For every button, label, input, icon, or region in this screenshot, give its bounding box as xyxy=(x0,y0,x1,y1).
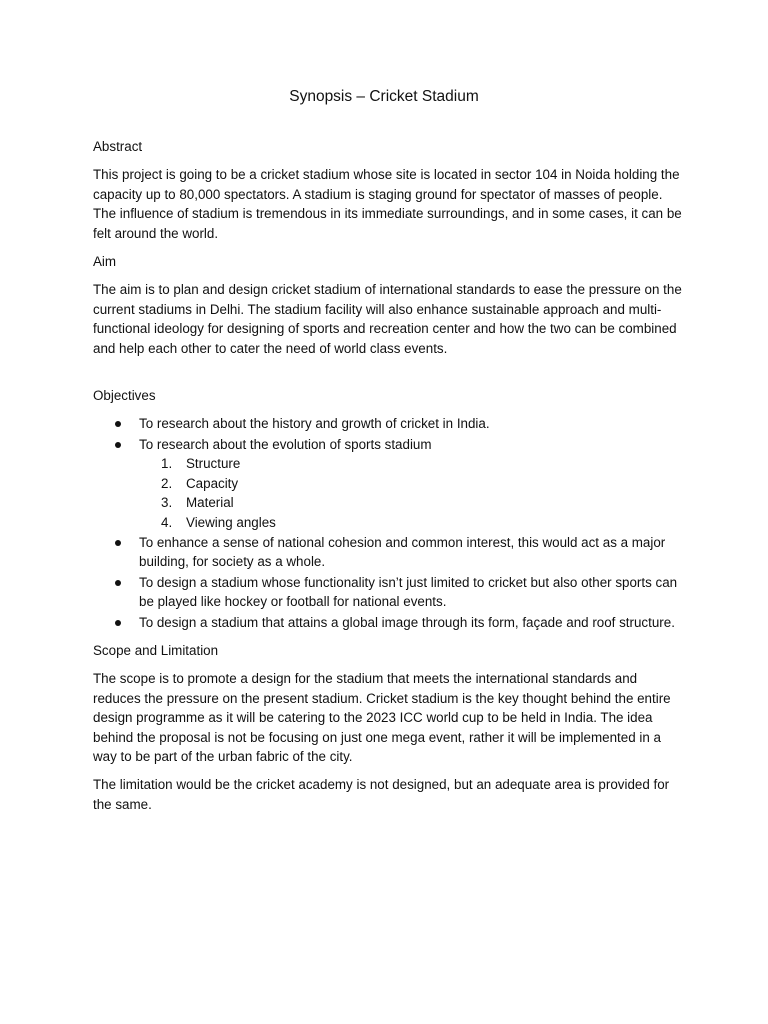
sub-item-number: 4. xyxy=(161,514,173,530)
bullet-icon xyxy=(115,580,121,586)
bullet-icon xyxy=(115,540,121,546)
sub-item xyxy=(139,474,683,493)
sub-item xyxy=(139,454,683,473)
objective-text: To design a stadium that attains a global image through its form, façade and roof structure. xyxy=(139,614,675,630)
bullet-icon xyxy=(115,620,121,626)
sub-item-label: Material xyxy=(186,495,234,511)
aim-paragraph: The aim is to plan and design cricket stadium of international standards to ease the pressure on the current stadiums in Delhi. The stadium facility will also enhance sustainable approach and multi-functional ideology for designing of sports and recreation center and how the two can be combined and help each other to cater the need of world class events. xyxy=(93,282,682,356)
sub-item xyxy=(139,493,683,512)
objective-item xyxy=(93,533,683,572)
scope-paragraph: The scope is to promote a design for the stadium that meets the international standards and reduces the pressure on the present stadium. Cricket stadium is the key thought behind the entire design programme as it will be catering to the 2023 ICC world cup to be held in India. The idea behind the proposal is not be focusing on just one mega event, rather it will be implemented in a way to be part of the urban fabric of the city. xyxy=(93,671,671,764)
abstract-heading: Abstract xyxy=(93,139,143,154)
aim-heading: Aim xyxy=(93,254,117,270)
sub-item-number: 2. xyxy=(161,475,173,491)
objective-item xyxy=(93,435,683,532)
objective-item xyxy=(93,414,683,433)
abstract-paragraph: This project is going to be a cricket stadium whose site is located in sector 104 in Noida holding the capacity up to 80,000 spectators. A stadium is staging ground for spectator of masses of people. The influence of stadium is tremendous in its immediate surroundings, and in some cases, it can be felt around the world. xyxy=(93,167,682,241)
document-content xyxy=(93,86,683,823)
sub-item-number: 1. xyxy=(161,456,173,472)
objectives-list xyxy=(93,414,683,631)
objective-item xyxy=(93,573,683,612)
objective-text: To research about the evolution of sports stadium xyxy=(139,436,432,452)
limitation-paragraph: The limitation would be the cricket academy is not designed, but an adequate area is provided for the same. xyxy=(93,777,670,812)
objective-item xyxy=(93,613,683,632)
section-spacer xyxy=(93,367,683,386)
sub-item-label: Viewing angles xyxy=(186,514,276,530)
sub-item xyxy=(139,513,683,532)
objectives-heading: Objectives xyxy=(93,388,156,404)
objective-sublist xyxy=(139,454,683,532)
sub-item-label: Structure xyxy=(186,456,241,472)
sub-item-label: Capacity xyxy=(186,475,239,491)
scope-heading: Scope and Limitation xyxy=(93,642,219,658)
bullet-icon xyxy=(115,442,121,448)
bullet-icon xyxy=(115,421,121,427)
objective-text: To research about the history and growth of cricket in India. xyxy=(139,416,490,432)
page-title: Synopsis – Cricket Stadium xyxy=(289,88,479,105)
objective-text: To enhance a sense of national cohesion and common interest, this would act as a major building, for society as a whole. xyxy=(139,534,666,570)
objective-text: To design a stadium whose functionality isn’t just limited to cricket but also other sports can be played like hockey or football for national events. xyxy=(139,574,678,610)
sub-item-number: 3. xyxy=(161,495,173,511)
